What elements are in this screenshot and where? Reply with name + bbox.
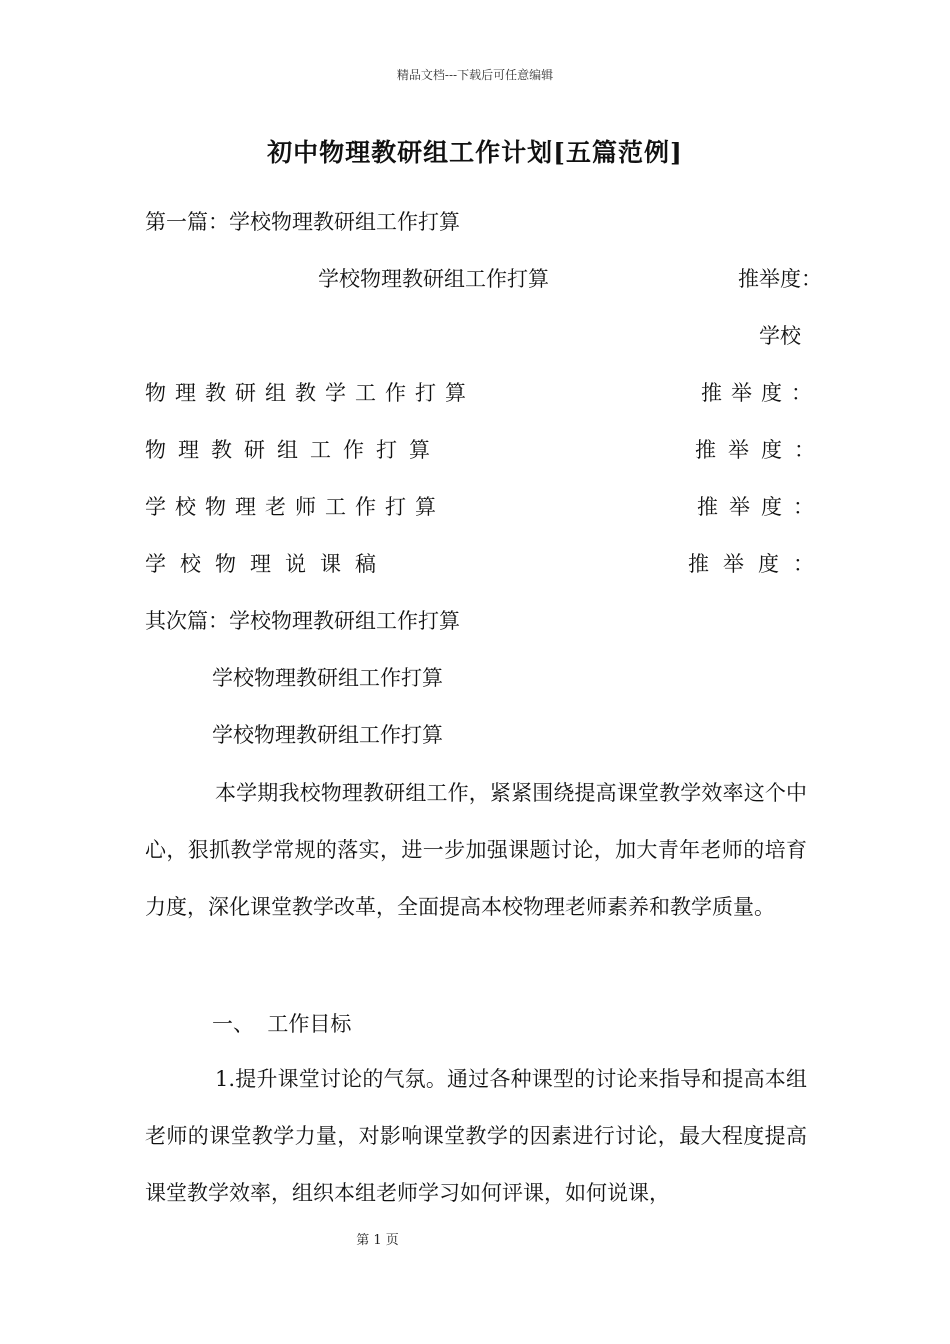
section-2-heading: 其次篇：学校物理教研组工作打算 bbox=[145, 609, 460, 633]
body-paragraph-1: 本学期我校物理教研组工作，紧紧围绕提高课堂教学效率这个中心，狠抓教学常规的落实，进一步加强课题讨论，加大青年老师的培育力度，深化课堂教学改革，全面提高本校物理老师素养和教学质量。 bbox=[145, 781, 807, 919]
list-item-3-rec: 推举度： bbox=[697, 495, 825, 519]
sub-heading-2: 学校物理教研组工作打算 bbox=[212, 723, 443, 747]
section-1-heading: 第一篇：学校物理教研组工作打算 bbox=[145, 210, 460, 234]
list-item-1-title: 物理教研组教学工作打算 bbox=[145, 381, 475, 405]
toc-title: 学校物理教研组工作打算 bbox=[318, 267, 549, 291]
list-item-3-title: 学校物理老师工作打算 bbox=[145, 495, 445, 519]
body-paragraph-2: 1.提升课堂讨论的气氛。通过各种课型的讨论来指导和提高本组老师的课堂教学力量，对影响课堂教学的因素进行讨论，最大程度提高课堂教学效率，组织本组老师学习如何评课，如何说课， bbox=[145, 1067, 807, 1205]
goal-heading: 一、 工作目标 bbox=[212, 1012, 352, 1036]
list-item-1-rec: 推举度： bbox=[701, 381, 821, 405]
list-item-4-rec: 推举度： bbox=[688, 552, 828, 576]
list-item-4-title: 学校物理说课稿 bbox=[145, 552, 390, 576]
list-item-2-title: 物理教研组工作打算 bbox=[145, 438, 442, 462]
sub-heading-1: 学校物理教研组工作打算 bbox=[212, 666, 443, 690]
page-number: 第 1 页 bbox=[356, 1233, 399, 1248]
list-item-2-rec: 推举度： bbox=[695, 438, 827, 462]
toc-school: 学校 bbox=[759, 324, 801, 348]
toc-recommendation: 推举度： bbox=[738, 267, 822, 291]
document-title: 初中物理教研组工作计划[五篇范例] bbox=[267, 138, 683, 167]
page-header: 精品文档---下载后可任意编辑 bbox=[396, 68, 554, 82]
